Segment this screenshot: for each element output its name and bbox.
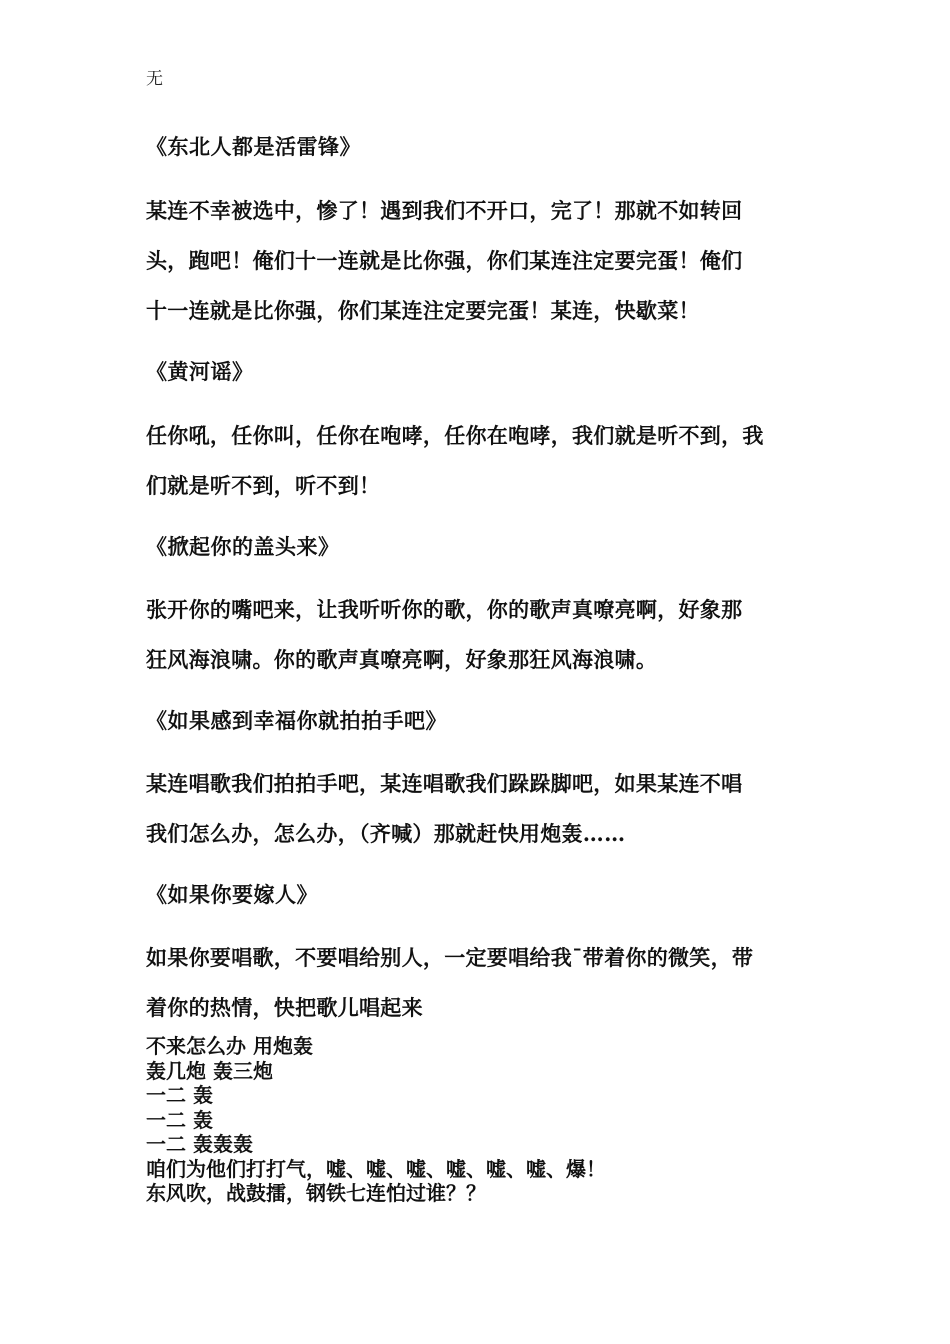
header-note: 无 [146, 69, 163, 89]
chant-line: 东风吹，战鼓擂，钢铁七连怕过谁？？ [146, 1181, 486, 1205]
lyric-line: 张开你的嘴吧来，让我听听你的歌，你的歌声真嘹亮啊，好象那 [146, 597, 743, 622]
lyric-line: 十一连就是比你强，你们某连注定要完蛋！某连，快歇菜！ [146, 298, 700, 323]
song-lyrics [146, 186, 816, 336]
song-section [146, 132, 816, 162]
song-section [146, 880, 816, 910]
lyric-line: 我们怎么办，怎么办，（齐喊）那就赶快用炮轰…… [146, 821, 626, 846]
lyric-line: 狂风海浪啸。你的歌声真嘹亮啊，好象那狂风海浪啸。 [146, 647, 658, 672]
song-section [146, 357, 816, 387]
song-lyrics [146, 759, 816, 859]
chant-line: 不来怎么办 用炮轰 [146, 1034, 313, 1058]
lyric-line: 某连不幸被选中，惨了！遇到我们不开口，完了！那就不如转回 [146, 198, 743, 223]
song-lyrics [146, 585, 816, 685]
song-lyrics [146, 933, 816, 1033]
lyric-line: 着你的热情，快把歌儿唱起来 [146, 995, 423, 1020]
lyric-line: 某连唱歌我们拍拍手吧，某连唱歌我们跺跺脚吧，如果某连不唱 [146, 771, 743, 796]
song-lyrics [146, 411, 816, 511]
chant-block [146, 1034, 606, 1206]
lyric-line: 如果你要唱歌，不要唱给别人，一定要唱给我¯带着你的微笑，带 [146, 945, 754, 970]
song-section [146, 706, 816, 736]
song-title: 《掀起你的盖头来》 [146, 534, 340, 559]
song-title: 《东北人都是活雷锋》 [146, 134, 361, 159]
song-section [146, 532, 816, 562]
song-title: 《如果感到幸福你就拍拍手吧》 [146, 708, 447, 733]
song-title: 《如果你要嫁人》 [146, 882, 318, 907]
chant-line: 咱们为他们打打气，嘘、嘘、嘘、嘘、嘘、嘘、爆！ [146, 1156, 606, 1181]
lyric-line: 任你吼，任你叫，任你在咆哮，任你在咆哮，我们就是听不到，我 [146, 423, 764, 448]
lyric-line: 们就是听不到，听不到！ [146, 473, 381, 498]
chant-line: 一二 轰轰轰 [146, 1132, 253, 1156]
chant-line: 轰几炮 轰三炮 [146, 1058, 273, 1083]
song-title: 《黄河谣》 [146, 359, 254, 384]
lyric-line: 头，跑吧！俺们十一连就是比你强，你们某连注定要完蛋！俺们 [146, 248, 743, 273]
chant-line: 一二 轰 [146, 1107, 213, 1132]
chant-line: 一二 轰 [146, 1083, 213, 1107]
